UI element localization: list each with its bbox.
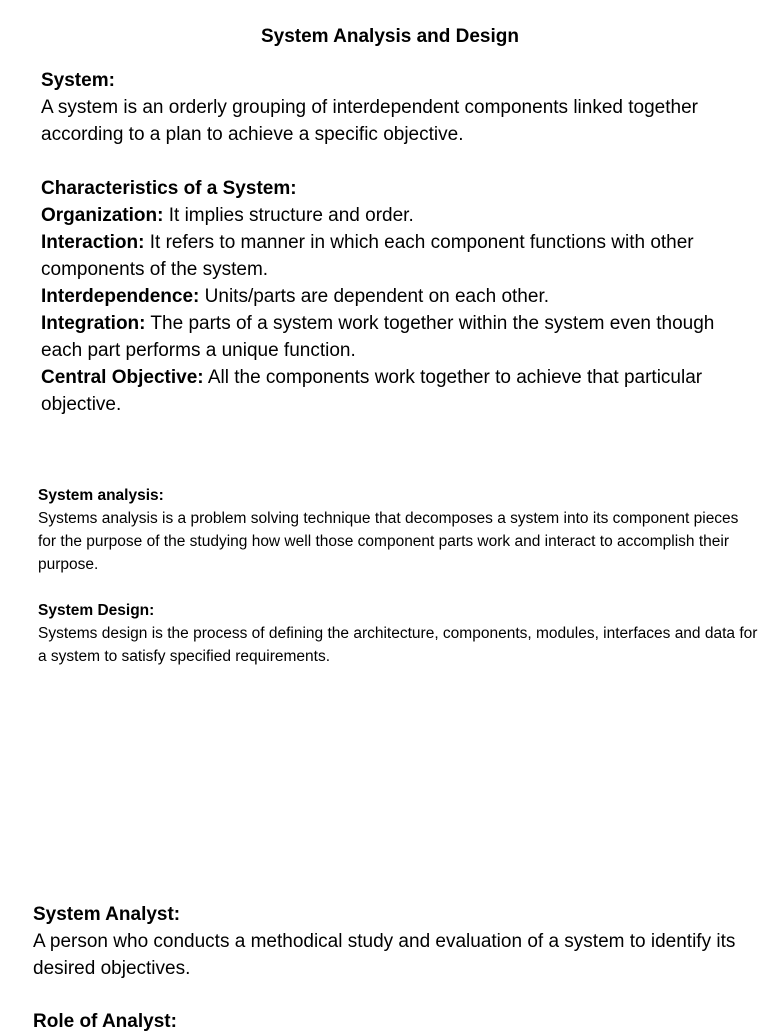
system-analysis-text: Systems analysis is a problem solving technique that decomposes a system into its component pieces for the purpose of the studying how well those component parts work and interact to accomplish their purpose. — [38, 510, 739, 573]
system-section — [41, 67, 741, 148]
characteristic-integration — [41, 310, 741, 364]
characteristic-text: It refers to manner in which each component functions with other components of the system. — [41, 232, 694, 280]
characteristic-text: It implies structure and order. — [163, 205, 414, 226]
system-design-text: Systems design is the process of defining the architecture, components, modules, interfaces and data for a system to satisfy specified requirements. — [38, 625, 758, 665]
characteristic-organization — [41, 202, 741, 229]
characteristic-text: All the components work together to achieve that particular objective. — [41, 367, 703, 415]
characteristic-text: The parts of a system work together within the system even though each part performs a unique function. — [41, 313, 715, 361]
characteristic-text: Units/parts are dependent on each other. — [199, 286, 550, 307]
characteristic-term: Integration: — [41, 313, 146, 334]
role-of-analyst-section — [33, 1008, 743, 1035]
system-analyst-heading: System Analyst: — [33, 904, 181, 925]
characteristics-section — [41, 175, 741, 418]
system-analyst-section — [33, 901, 743, 982]
system-analysis-section — [38, 484, 758, 576]
system-analyst-text: A person who conducts a methodical study and evaluation of a system to identify its desired objectives. — [33, 931, 736, 979]
role-of-analyst-heading: Role of Analyst: — [33, 1011, 177, 1032]
characteristic-term: Interdependence: — [41, 286, 200, 307]
characteristic-term: Central Objective: — [41, 367, 204, 388]
system-analysis-heading: System analysis: — [38, 487, 164, 504]
characteristic-term: Organization: — [41, 205, 164, 226]
system-definition: A system is an orderly grouping of interdependent components linked together according to a plan to achieve a specific objective. — [41, 97, 698, 145]
characteristic-term: Interaction: — [41, 232, 145, 253]
characteristic-interaction — [41, 229, 741, 283]
system-heading: System: — [41, 70, 115, 91]
characteristics-heading: Characteristics of a System: — [41, 178, 297, 199]
system-design-section — [38, 599, 758, 668]
page-title: System Analysis and Design — [260, 26, 519, 47]
system-design-heading: System Design: — [38, 602, 155, 619]
characteristic-interdependence — [41, 283, 741, 310]
characteristic-central-objective — [41, 364, 741, 418]
